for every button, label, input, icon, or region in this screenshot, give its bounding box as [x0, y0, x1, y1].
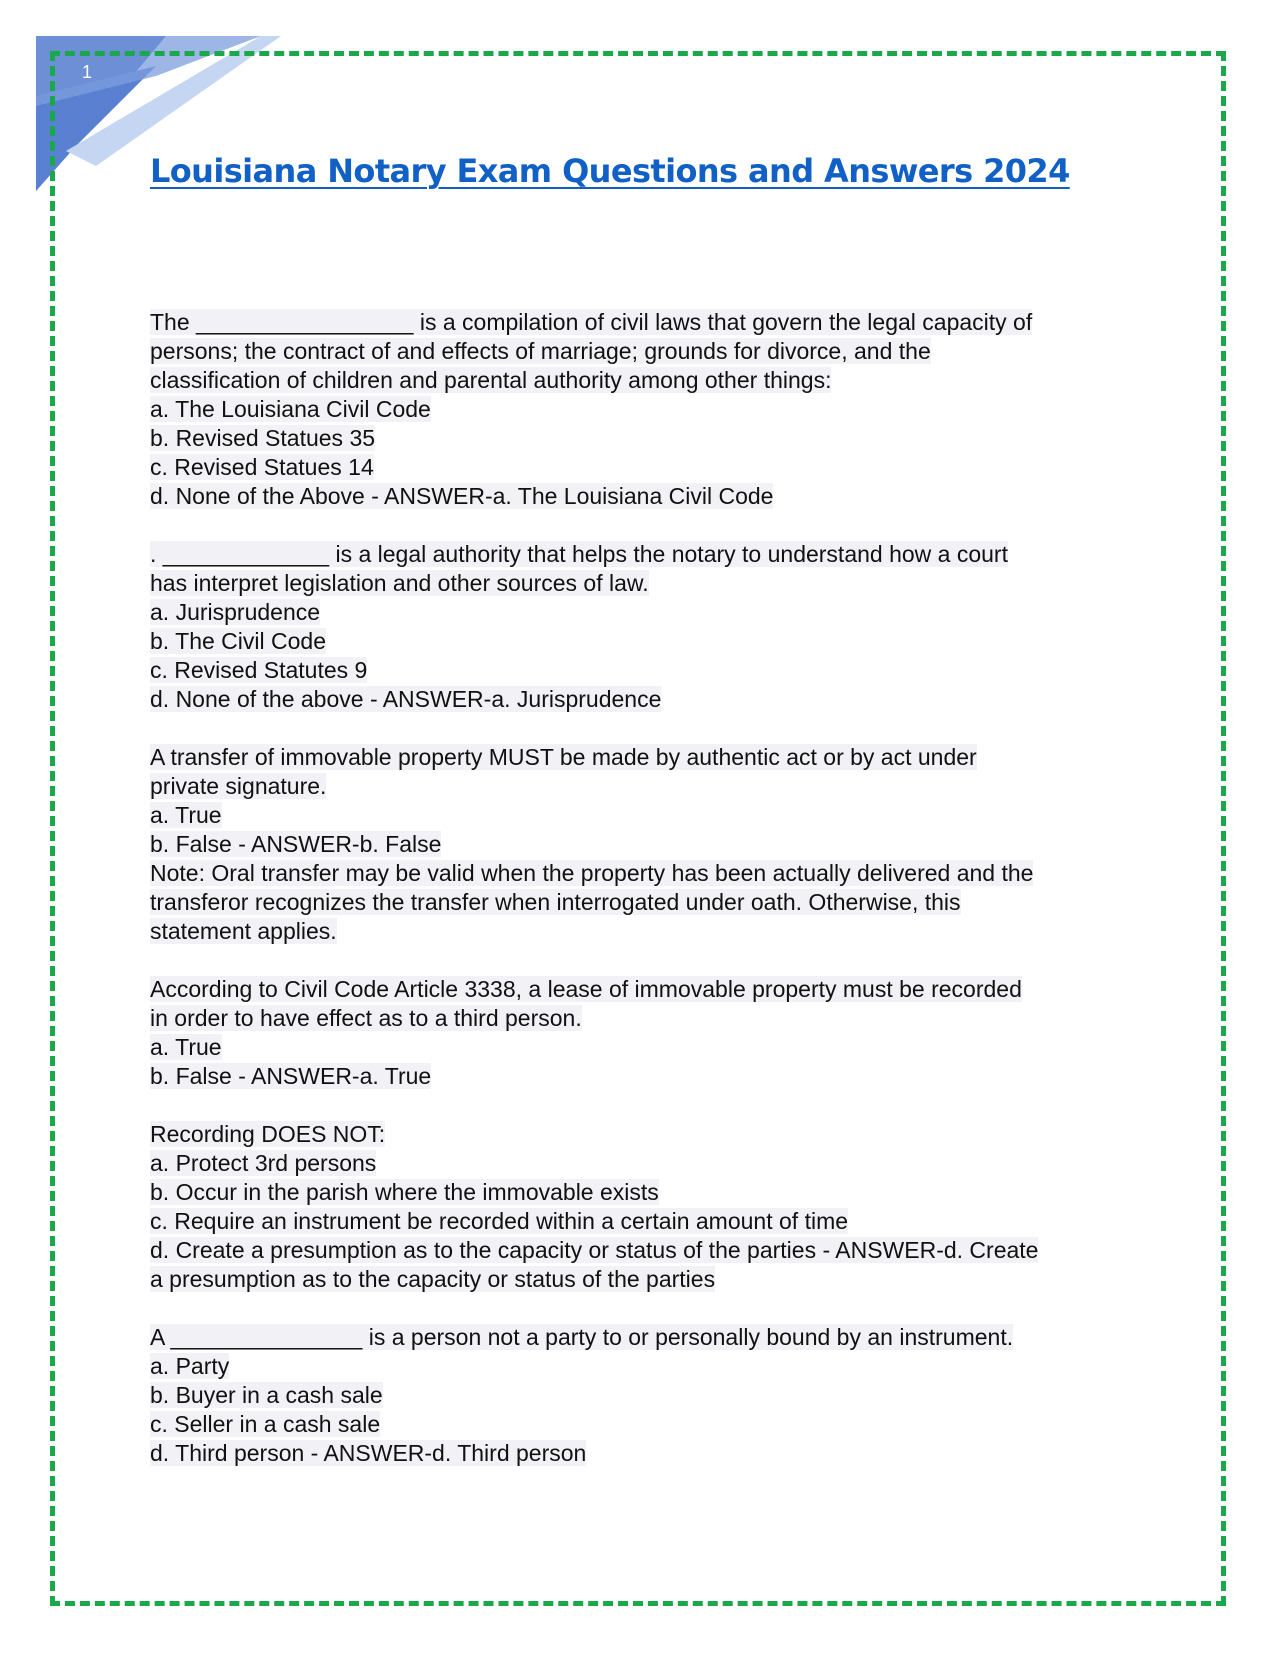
option-line: b. Buyer in a cash sale — [150, 1382, 383, 1408]
option-line: a. True — [150, 802, 222, 828]
option-line: b. The Civil Code — [150, 628, 326, 654]
question-block — [150, 308, 1130, 511]
question-list — [150, 308, 1130, 1497]
option-line: c. Require an instrument be recorded within a certain amount of time — [150, 1208, 849, 1234]
page-number: 1 — [82, 62, 93, 82]
option-line: b. Occur in the parish where the immovable exists — [150, 1179, 659, 1205]
answer-line: b. False - ANSWER-b. False — [150, 831, 442, 857]
question-line: According to Civil Code Article 3338, a lease of immovable property must be recorded — [150, 976, 1022, 1002]
question-line: A transfer of immovable property MUST be made by authentic act or by act under — [150, 744, 977, 770]
question-line: has interpret legislation and other sources of law. — [150, 570, 649, 596]
option-line: a. True — [150, 1034, 222, 1060]
question-block — [150, 975, 1130, 1091]
question-line: Recording DOES NOT: — [150, 1121, 386, 1147]
option-line: a. Party — [150, 1353, 230, 1379]
question-line: in order to have effect as to a third person. — [150, 1005, 582, 1031]
question-block — [150, 1323, 1130, 1468]
option-line: b. Revised Statues 35 — [150, 425, 376, 451]
note-line: statement applies. — [150, 918, 337, 944]
note-line: Note: Oral transfer may be valid when the property has been actually delivered and the — [150, 860, 1034, 886]
answer-line: d. Create a presumption as to the capacity or status of the parties - ANSWER-d. Create — [150, 1237, 1039, 1263]
question-line: A _______________ is a person not a party to or personally bound by an instrument. — [150, 1324, 1014, 1350]
question-block — [150, 540, 1130, 714]
question-block — [150, 1120, 1130, 1294]
question-block — [150, 743, 1130, 946]
question-line: The _________________ is a compilation of civil laws that govern the legal capacity of — [150, 309, 1033, 335]
option-line: a. Jurisprudence — [150, 599, 321, 625]
answer-line: d. None of the Above - ANSWER-a. The Louisiana Civil Code — [150, 483, 774, 509]
answer-line: d. None of the above - ANSWER-a. Jurisprudence — [150, 686, 662, 712]
note-line: transferor recognizes the transfer when interrogated under oath. Otherwise, this — [150, 889, 961, 915]
question-line: classification of children and parental authority among other things: — [150, 367, 832, 393]
option-line: c. Revised Statutes 9 — [150, 657, 368, 683]
answer-line: d. Third person - ANSWER-d. Third person — [150, 1440, 587, 1466]
question-line: persons; the contract of and effects of marriage; grounds for divorce, and the — [150, 338, 931, 364]
option-line: a. Protect 3rd persons — [150, 1150, 377, 1176]
option-line: c. Seller in a cash sale — [150, 1411, 381, 1437]
option-line: a. The Louisiana Civil Code — [150, 396, 431, 422]
question-line: private signature. — [150, 773, 327, 799]
answer-line: b. False - ANSWER-a. True — [150, 1063, 432, 1089]
page-title: Louisiana Notary Exam Questions and Answers 2024 — [150, 152, 1070, 190]
option-line: c. Revised Statues 14 — [150, 454, 374, 480]
question-line: . _____________ is a legal authority that helps the notary to understand how a court — [150, 541, 1008, 567]
answer-line: a presumption as to the capacity or status of the parties — [150, 1266, 716, 1292]
